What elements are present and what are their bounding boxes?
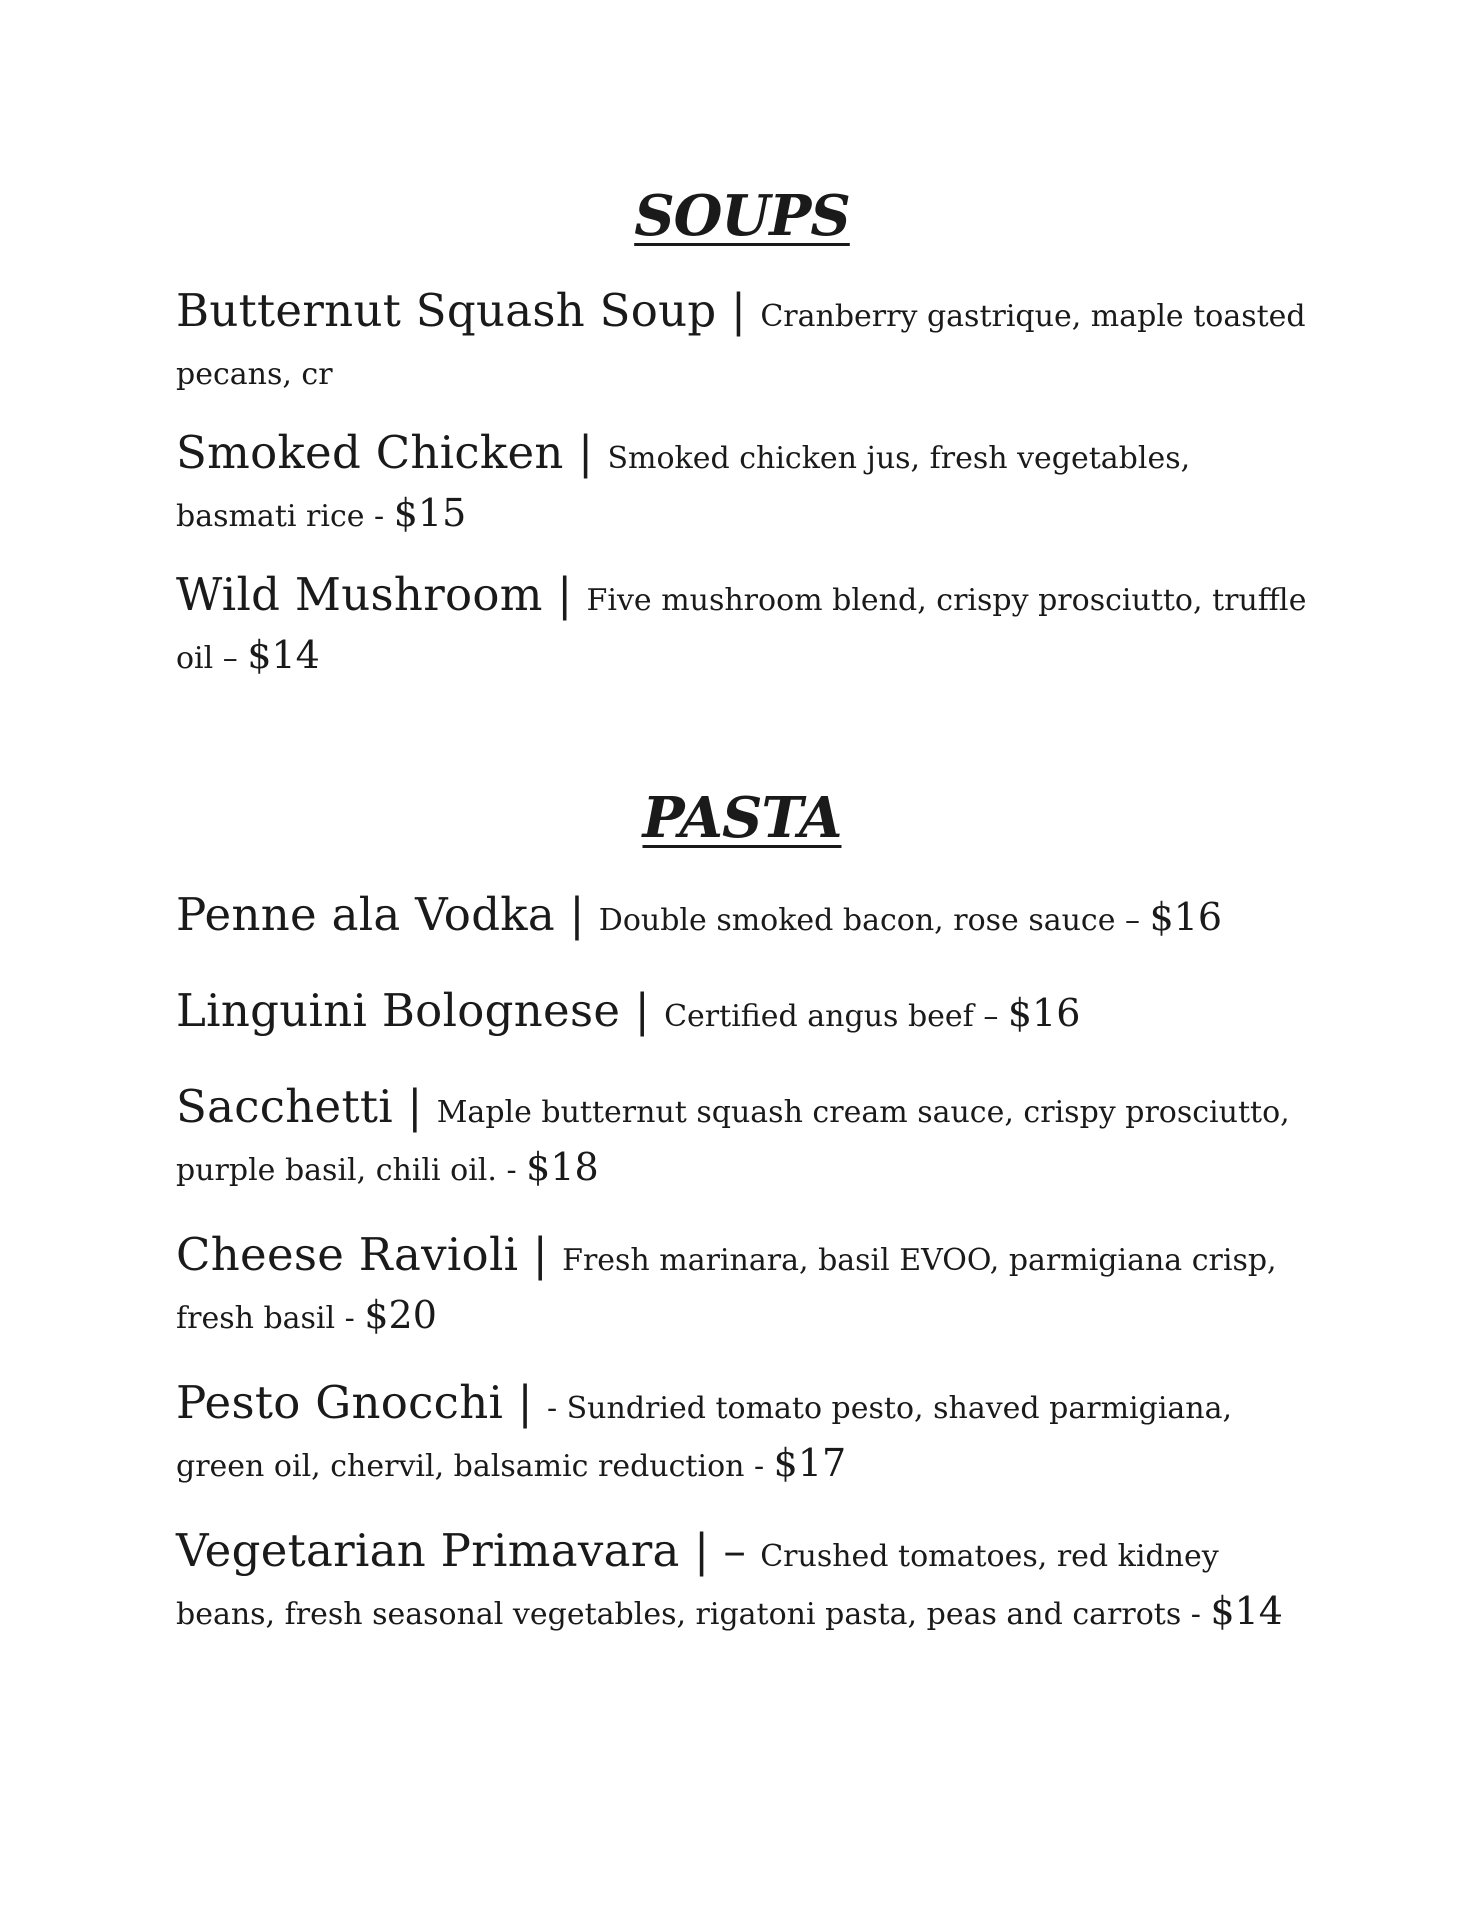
item-description: Fresh marinara, basil EVOO, parmigiana crisp, fresh basil - — [176, 1243, 1277, 1336]
item-name: Wild Mushroom — [176, 568, 543, 621]
item-separator: | — [620, 984, 665, 1037]
item-price: $18 — [526, 1145, 599, 1189]
item-description: Cranberry gastrique, maple toasted pecans, cr — [176, 299, 1306, 392]
menu-item-wild-mushroom — [176, 568, 1308, 686]
menu-item-sacchetti — [176, 1080, 1308, 1198]
item-separator: | — [555, 888, 599, 941]
item-price: $14 — [247, 633, 320, 677]
pasta-list — [176, 888, 1308, 1642]
soups-title — [0, 183, 1484, 249]
item-price: $20 — [364, 1293, 437, 1337]
pasta-title-text: PASTA — [642, 785, 842, 851]
item-description: Double smoked bacon, rose sauce – — [598, 903, 1150, 938]
menu-item-pesto-gnocchi — [176, 1376, 1308, 1494]
menu-item-vegetarian-primavara — [176, 1524, 1308, 1642]
item-description: Five mushroom blend, crispy prosciutto, truffle oil – — [176, 583, 1307, 676]
item-description: Maple butternut squash cream sauce, crispy prosciutto, purple basil, chili oil. - — [176, 1095, 1290, 1188]
menu-item-penne-ala-vodka — [176, 888, 1308, 948]
item-name: Pesto Gnocchi — [176, 1376, 504, 1429]
item-separator: | — [716, 284, 761, 337]
item-separator: | – — [679, 1524, 761, 1577]
item-separator: | — [518, 1228, 563, 1281]
menu-item-smoked-chicken — [176, 426, 1308, 544]
menu-item-linguini-bolognese — [176, 984, 1308, 1044]
soups-title-text: SOUPS — [634, 183, 850, 249]
item-description: Smoked chicken jus, fresh vegetables, basmati rice - — [176, 441, 1191, 534]
item-name: Linguini Bolognese — [176, 984, 621, 1037]
item-description: - Sundried tomato pesto, shaved parmigiana, green oil, chervil, balsamic reduction - — [176, 1391, 1233, 1484]
item-name: Smoked Chicken — [176, 426, 564, 479]
item-separator: | — [563, 426, 608, 479]
item-name: Butternut Squash Soup — [176, 284, 717, 337]
item-name: Sacchetti — [176, 1080, 393, 1133]
item-price: $15 — [393, 491, 467, 535]
item-price: $17 — [773, 1441, 847, 1485]
item-separator: | — [542, 568, 587, 621]
soups-section-header — [0, 183, 1484, 249]
item-price: $16 — [1007, 991, 1081, 1035]
item-name: Cheese Ravioli — [176, 1228, 519, 1281]
item-name: Penne ala Vodka — [176, 888, 556, 941]
item-separator: | — [503, 1376, 547, 1429]
menu-item-butternut-squash-soup — [176, 284, 1308, 402]
item-price: $16 — [1149, 895, 1223, 939]
item-description: Certified angus beef – — [664, 999, 1008, 1034]
item-name: Vegetarian Primavara — [176, 1524, 680, 1577]
pasta-title — [0, 785, 1484, 851]
soups-list — [176, 284, 1308, 686]
menu-item-cheese-ravioli — [176, 1228, 1308, 1346]
item-description: Crushed tomatoes, red kidney beans, fresh seasonal vegetables, rigatoni pasta, peas and carrots - — [176, 1539, 1219, 1632]
item-price: $14 — [1210, 1589, 1283, 1633]
pasta-section-header — [0, 785, 1484, 851]
item-separator: | — [392, 1080, 437, 1133]
